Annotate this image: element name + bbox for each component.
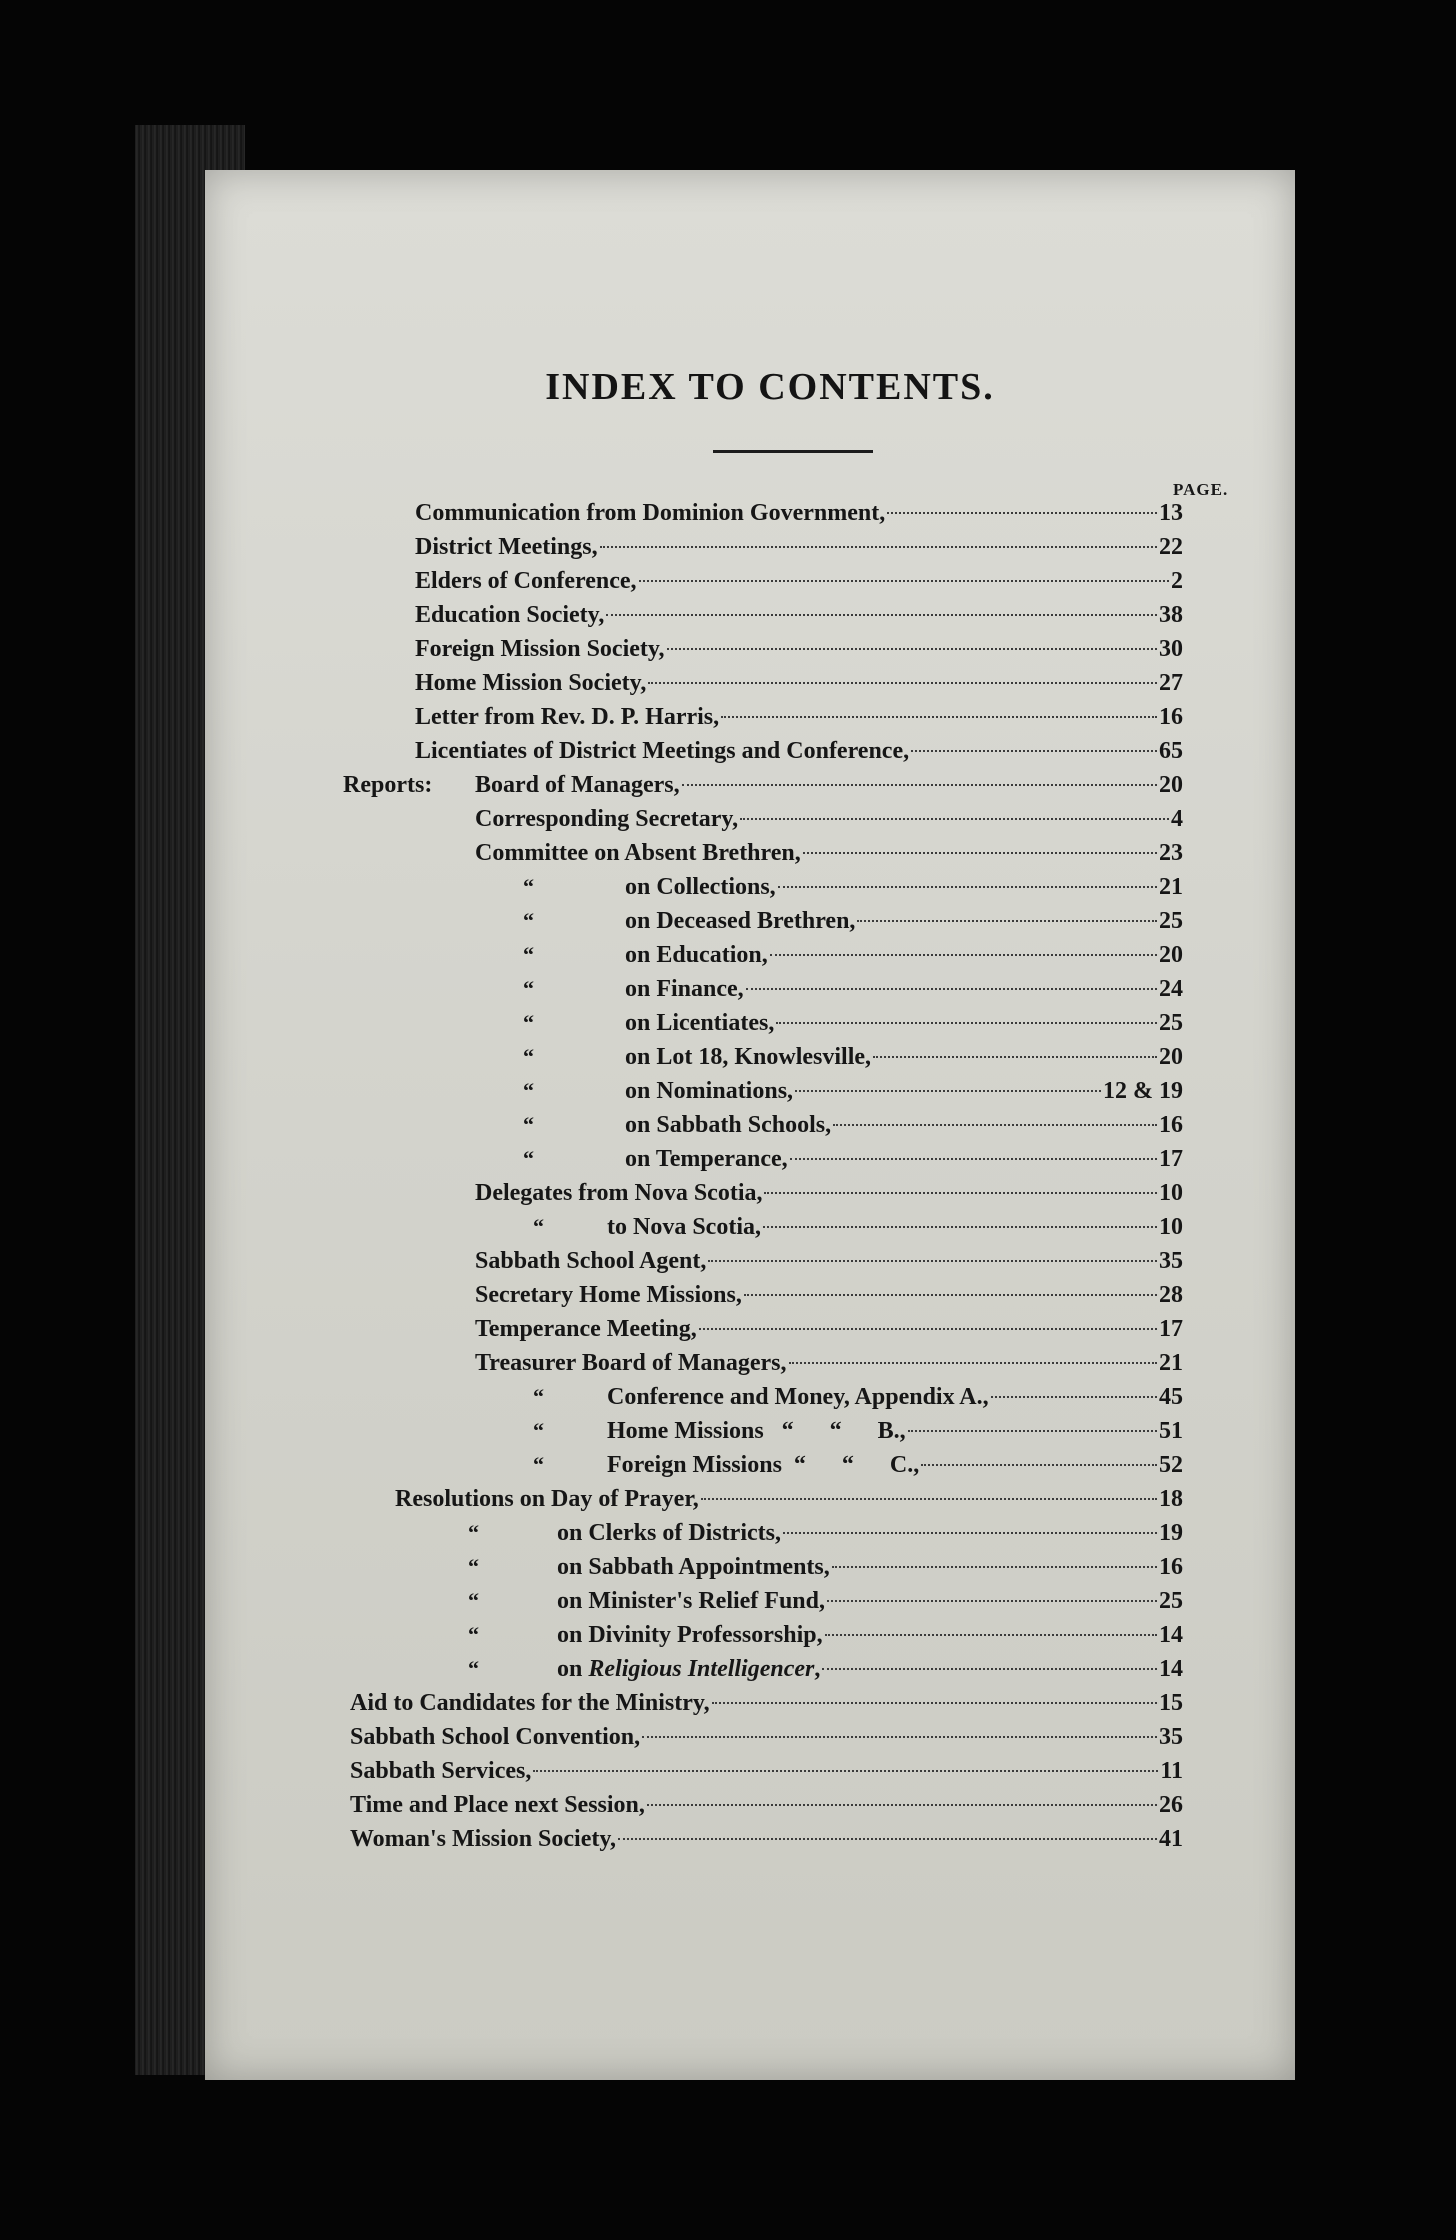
entry-label: on Sabbath Appointments, (557, 1554, 830, 1580)
index-entry (475, 1316, 1183, 1350)
leader-dots (776, 1021, 1157, 1024)
entry-label: Sabbath School Agent, (475, 1248, 707, 1274)
index-entry (415, 738, 1183, 772)
index-entry (475, 1180, 1183, 1214)
leader-dots (822, 1667, 1157, 1670)
index-entry (557, 1554, 1183, 1588)
leader-dots (639, 579, 1169, 582)
entry-label: Time and Place next Session, (350, 1792, 645, 1818)
leader-dots (770, 953, 1157, 956)
entry-page: 12 & 19 (1103, 1078, 1183, 1104)
index-entry (607, 1214, 1183, 1248)
entry-page: 10 (1159, 1180, 1183, 1206)
entry-page: 19 (1159, 1520, 1183, 1546)
leader-dots (600, 545, 1157, 548)
entry-page: 13 (1159, 500, 1183, 526)
ditto-mark: “ (533, 1384, 544, 1409)
entry-label: Secretary Home Missions, (475, 1282, 742, 1308)
index-entry (475, 1350, 1183, 1384)
entry-page: 35 (1159, 1248, 1183, 1274)
leader-dots (908, 1429, 1157, 1432)
leader-dots (606, 613, 1157, 616)
leader-dots (699, 1327, 1157, 1330)
index-entry (415, 670, 1183, 704)
index-entry (415, 704, 1183, 738)
entry-page: 14 (1159, 1622, 1183, 1648)
title-rule (713, 450, 873, 453)
leader-dots (708, 1259, 1157, 1262)
ditto-mark: “ (523, 1112, 534, 1137)
leader-dots (763, 1225, 1157, 1228)
index-entry (350, 1690, 1183, 1724)
entry-label-italic: Religious Intelligencer (588, 1656, 815, 1682)
entry-label: Sabbath Services, (350, 1758, 532, 1784)
index-entry (475, 772, 1183, 806)
entry-page: 21 (1159, 874, 1183, 900)
leader-dots (832, 1565, 1157, 1568)
entry-label: Resolutions on Day of Prayer, (395, 1486, 699, 1512)
entry-page: 14 (1159, 1656, 1183, 1682)
index-entry (415, 568, 1183, 602)
document-page (205, 170, 1295, 2080)
leader-dots (647, 1803, 1157, 1806)
index-entry (557, 1588, 1183, 1622)
entry-label: on Finance, (625, 976, 744, 1002)
entry-page: 10 (1159, 1214, 1183, 1240)
entry-label: Home Missions “ “ B., (607, 1418, 906, 1444)
index-entry (607, 1384, 1183, 1418)
entry-page: 52 (1159, 1452, 1183, 1478)
index-entry (557, 1520, 1183, 1554)
entry-page: 25 (1159, 1010, 1183, 1036)
leader-dots (746, 987, 1157, 990)
leader-dots (827, 1599, 1157, 1602)
entry-label-suffix: , (814, 1656, 821, 1682)
entry-page: 24 (1159, 976, 1183, 1002)
entry-page: 38 (1159, 602, 1183, 628)
leader-dots (682, 783, 1157, 786)
index-entry (625, 874, 1183, 908)
page-column-header: PAGE. (1173, 480, 1229, 499)
ditto-mark: “ (533, 1418, 544, 1443)
entry-label: Elders of Conference, (415, 568, 637, 594)
entry-page: 18 (1159, 1486, 1183, 1512)
entry-page: 16 (1159, 1554, 1183, 1580)
entry-page: 27 (1159, 670, 1183, 696)
entry-label: to Nova Scotia, (607, 1214, 761, 1240)
entry-page: 17 (1159, 1316, 1183, 1342)
entry-page: 16 (1159, 704, 1183, 730)
entry-label: on Collections, (625, 874, 776, 900)
entry-label: Committee on Absent Brethren, (475, 840, 801, 866)
entry-label: Corresponding Secretary, (475, 806, 739, 832)
entry-page: 20 (1159, 772, 1183, 798)
entry-page: 11 (1160, 1758, 1183, 1784)
index-entry (475, 1282, 1183, 1316)
leader-dots (921, 1463, 1157, 1466)
ditto-mark: “ (468, 1554, 479, 1579)
leader-dots (833, 1123, 1157, 1126)
entry-page: 51 (1159, 1418, 1183, 1444)
leader-dots (701, 1497, 1157, 1500)
index-entry (475, 1248, 1183, 1282)
leader-dots (648, 681, 1157, 684)
ditto-mark: “ (468, 1622, 479, 1647)
index-entry (625, 1010, 1183, 1044)
entry-label: Education Society, (415, 602, 605, 628)
ditto-mark: “ (523, 1010, 534, 1035)
entry-label: Foreign Mission Society, (415, 636, 665, 662)
index-entry (475, 840, 1183, 874)
leader-dots (887, 511, 1157, 514)
ditto-mark: “ (533, 1452, 544, 1477)
leader-dots (667, 647, 1157, 650)
leader-dots (803, 851, 1157, 854)
entry-page: 65 (1159, 738, 1183, 764)
index-entry (395, 1486, 1183, 1520)
ditto-mark: “ (468, 1656, 479, 1681)
ditto-mark: “ (523, 1044, 534, 1069)
index-entry (415, 534, 1183, 568)
entry-label: Board of Managers, (475, 772, 680, 798)
index-entry (415, 636, 1183, 670)
index-entry (625, 1146, 1183, 1180)
entry-page: 26 (1159, 1792, 1183, 1818)
index-entry (415, 500, 1183, 534)
leader-dots (789, 1361, 1157, 1364)
entry-label: Communication from Dominion Government, (415, 500, 886, 526)
leader-dots (778, 885, 1157, 888)
entry-label: on Nominations, (625, 1078, 794, 1104)
leader-dots (721, 715, 1157, 718)
leader-dots (764, 1191, 1157, 1194)
index-entry (350, 1758, 1183, 1792)
entry-page: 15 (1159, 1690, 1183, 1716)
leader-dots (618, 1837, 1157, 1840)
entry-label (557, 1656, 820, 1683)
entry-label: Temperance Meeting, (475, 1316, 697, 1342)
entry-label: Letter from Rev. D. P. Harris, (415, 704, 720, 730)
entry-page: 4 (1171, 806, 1183, 832)
index-entry (557, 1622, 1183, 1656)
entry-label: on Sabbath Schools, (625, 1112, 832, 1138)
ditto-mark: “ (533, 1214, 544, 1239)
entry-label-prefix: on (557, 1656, 589, 1682)
leader-dots (825, 1633, 1157, 1636)
entry-label: Aid to Candidates for the Ministry, (350, 1690, 710, 1716)
entry-page: 16 (1159, 1112, 1183, 1138)
entry-label: on Education, (625, 942, 768, 968)
ditto-mark: “ (523, 976, 534, 1001)
reports-label: Reports: (343, 772, 433, 798)
index-entry (625, 1044, 1183, 1078)
ditto-mark: “ (468, 1588, 479, 1613)
leader-dots (712, 1701, 1157, 1704)
entry-page: 35 (1159, 1724, 1183, 1750)
index-entry (350, 1792, 1183, 1826)
leader-dots (740, 817, 1169, 820)
entry-page: 25 (1159, 908, 1183, 934)
entry-page: 2 (1171, 568, 1183, 594)
ditto-mark: “ (523, 908, 534, 933)
entry-page: 17 (1159, 1146, 1183, 1172)
index-entry (625, 1078, 1183, 1112)
leader-dots (744, 1293, 1157, 1296)
entry-label: on Lot 18, Knowlesville, (625, 1044, 872, 1070)
entry-label: Treasurer Board of Managers, (475, 1350, 787, 1376)
entry-page: 22 (1159, 534, 1183, 560)
leader-dots (783, 1531, 1157, 1534)
entry-page: 20 (1159, 1044, 1183, 1070)
index-entry (625, 908, 1183, 942)
entry-label: Sabbath School Convention, (350, 1724, 641, 1750)
ditto-mark: “ (523, 874, 534, 899)
index-entry (607, 1452, 1183, 1486)
index-entry (625, 942, 1183, 976)
leader-dots (873, 1055, 1157, 1058)
index-entry (625, 976, 1183, 1010)
index-entry (557, 1656, 1183, 1690)
page-title: INDEX TO CONTENTS. (545, 366, 995, 408)
index-entry (350, 1724, 1183, 1758)
entry-label: Licentiates of District Meetings and Conference, (415, 738, 910, 764)
leader-dots (991, 1395, 1157, 1398)
entry-page: 20 (1159, 942, 1183, 968)
entry-label: Delegates from Nova Scotia, (475, 1180, 763, 1206)
leader-dots (790, 1157, 1157, 1160)
entry-page: 25 (1159, 1588, 1183, 1614)
entry-label: on Minister's Relief Fund, (557, 1588, 825, 1614)
index-entry (415, 602, 1183, 636)
entry-page: 21 (1159, 1350, 1183, 1376)
entry-label: Conference and Money, Appendix A., (607, 1384, 989, 1410)
index-entry (475, 806, 1183, 840)
index-entry (350, 1826, 1183, 1860)
ditto-mark: “ (523, 942, 534, 967)
entry-page: 30 (1159, 636, 1183, 662)
entry-label: Woman's Mission Society, (350, 1826, 617, 1852)
ditto-mark: “ (523, 1146, 534, 1171)
entry-label: Foreign Missions “ “ C., (607, 1452, 920, 1478)
leader-dots (533, 1769, 1158, 1772)
leader-dots (642, 1735, 1157, 1738)
entry-page: 28 (1159, 1282, 1183, 1308)
leader-dots (911, 749, 1157, 752)
entry-page: 41 (1159, 1826, 1183, 1852)
entry-label: on Clerks of Districts, (557, 1520, 781, 1546)
index-entry (625, 1112, 1183, 1146)
entry-label: District Meetings, (415, 534, 598, 560)
entry-page: 45 (1159, 1384, 1183, 1410)
entry-label: on Temperance, (625, 1146, 788, 1172)
entry-label: Home Mission Society, (415, 670, 647, 696)
leader-dots (857, 919, 1157, 922)
leader-dots (795, 1089, 1101, 1092)
entry-label: on Divinity Professorship, (557, 1622, 823, 1648)
entry-page: 23 (1159, 840, 1183, 866)
ditto-mark: “ (468, 1520, 479, 1545)
index-entry (607, 1418, 1183, 1452)
ditto-mark: “ (523, 1078, 534, 1103)
entry-label: on Licentiates, (625, 1010, 775, 1036)
entry-label: on Deceased Brethren, (625, 908, 856, 934)
